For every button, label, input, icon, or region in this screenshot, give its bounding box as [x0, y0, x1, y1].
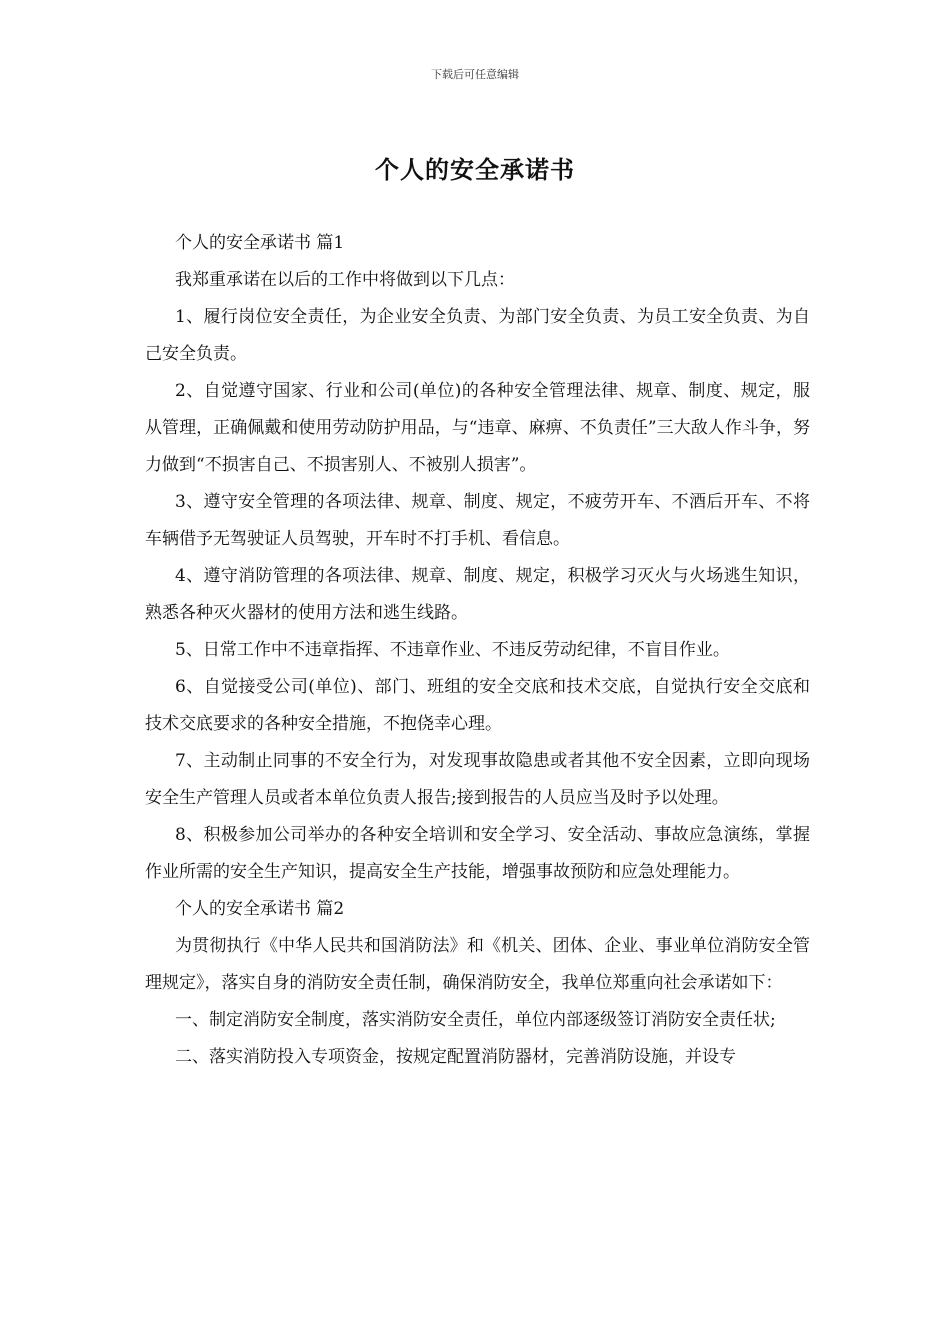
paragraph: 8、积极参加公司举办的各种安全培训和安全学习、安全活动、事故应急演练，掌握作业所需的安全生产知识，提高安全生产技能，增强事故预防和应急处理能力。 — [145, 825, 810, 882]
paragraph: 1、履行岗位安全责任，为企业安全负责、为部门安全负责、为员工安全负责、为自己安全负责。 — [145, 307, 810, 364]
document-title: 个人的安全承诺书 — [375, 155, 575, 184]
section-heading-1: 个人的安全承诺书 篇1 — [175, 233, 345, 253]
paragraph: 3、遵守安全管理的各项法律、规章、制度、规定，不疲劳开车、不酒后开车、不将车辆借予无驾驶证人员驾驶，开车时不打手机、看信息。 — [145, 492, 810, 549]
paragraph: 一、制定消防安全制度，落实消防安全责任，单位内部逐级签订消防安全责任状; — [175, 1010, 776, 1030]
paragraph: 5、日常工作中不违章指挥、不违章作业、不违反劳动纪律，不盲目作业。 — [175, 640, 730, 660]
paragraph: 2、自觉遵守国家、行业和公司(单位)的各种安全管理法律、规章、制度、规定，服从管理，正确佩戴和使用劳动防护用品，与“违章、麻痹、不负责任”三大敌人作斗争，努力做到“不损害自己、不损害别人、不被别人损害”。 — [145, 381, 810, 475]
section-heading-2: 个人的安全承诺书 篇2 — [175, 899, 345, 919]
paragraph: 我郑重承诺在以后的工作中将做到以下几点： — [175, 270, 515, 290]
paragraph: 7、主动制止同事的不安全行为，对发现事故隐患或者其他不安全因素，立即向现场安全生产管理人员或者本单位负责人报告;接到报告的人员应当及时予以处理。 — [145, 751, 810, 808]
paragraph: 6、自觉接受公司(单位)、部门、班组的安全交底和技术交底，自觉执行安全交底和技术交底要求的各种安全措施，不抱侥幸心理。 — [145, 677, 810, 734]
header-note: 下载后可任意编辑 — [431, 68, 519, 81]
document-body — [145, 225, 810, 1076]
paragraph: 4、遵守消防管理的各项法律、规章、制度、规定，积极学习灭火与火场逃生知识，熟悉各种灭火器材的使用方法和逃生线路。 — [145, 566, 810, 623]
paragraph: 二、落实消防投入专项资金，按规定配置消防器材，完善消防设施，并设专 — [175, 1047, 736, 1067]
paragraph: 为贯彻执行《中华人民共和国消防法》和《机关、团体、企业、事业单位消防安全管理规定》，落实自身的消防安全责任制，确保消防安全，我单位郑重向社会承诺如下： — [145, 936, 810, 993]
